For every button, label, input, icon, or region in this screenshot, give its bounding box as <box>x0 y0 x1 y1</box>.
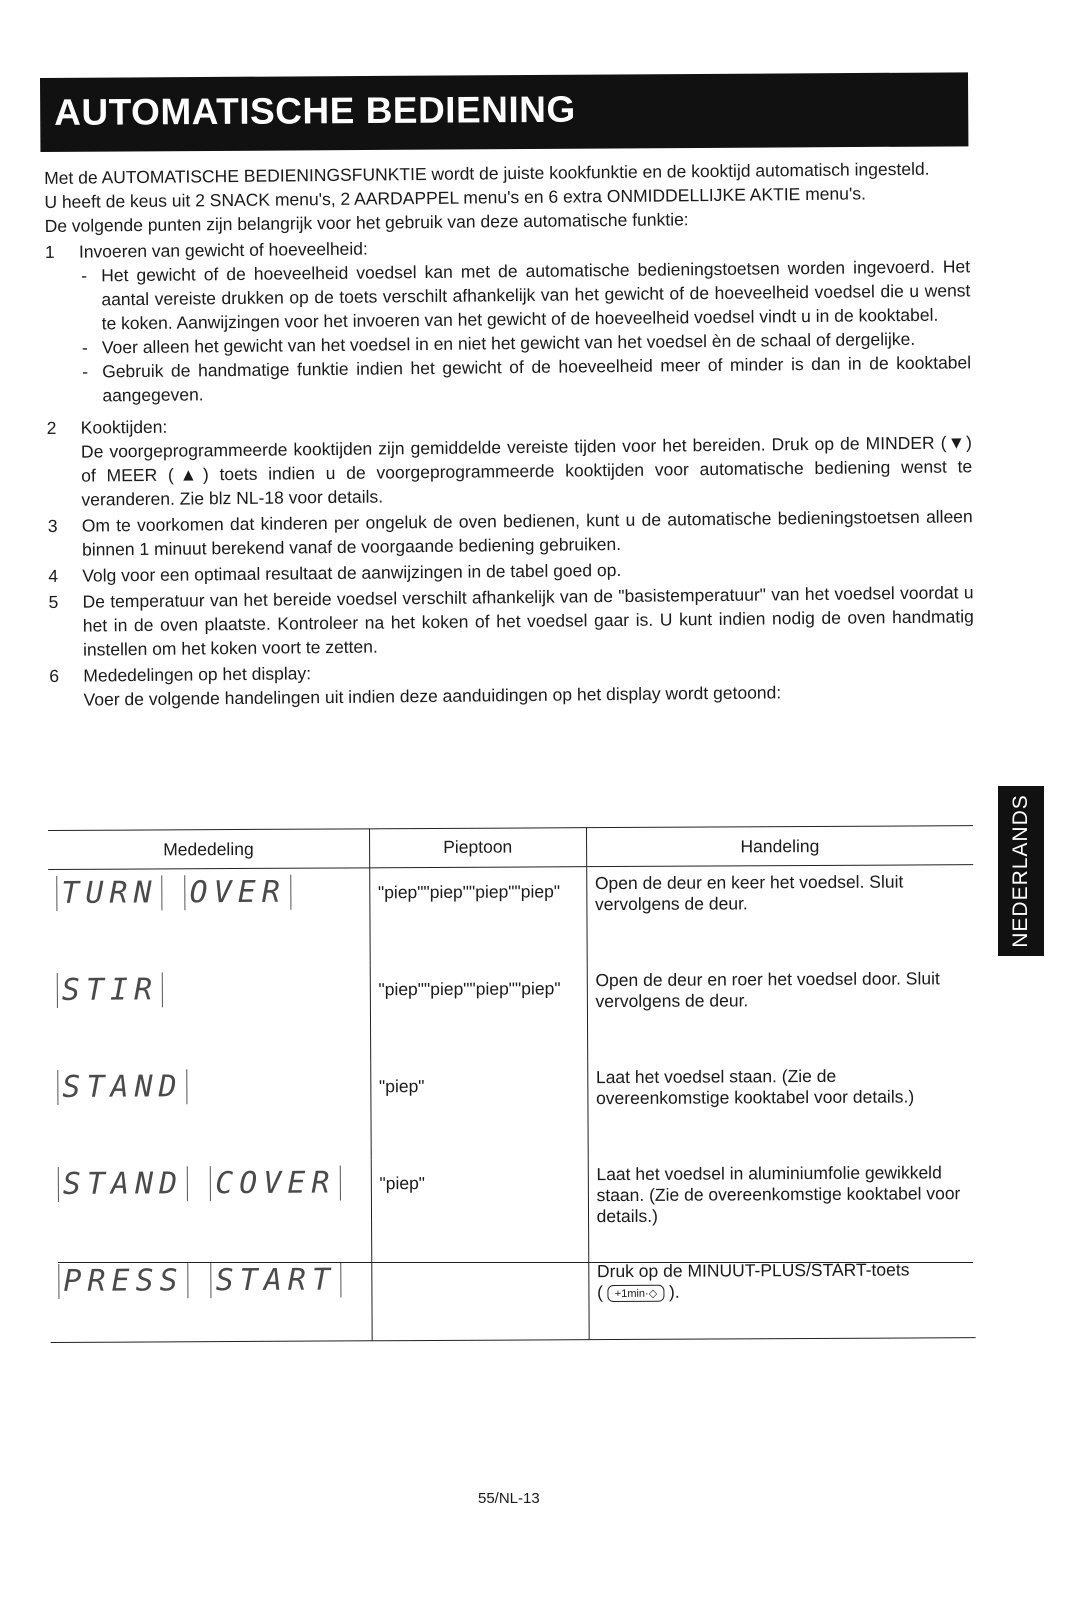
column-header: Handeling <box>586 826 973 867</box>
action-key-prefix: ( <box>596 1282 603 1303</box>
column-header: Mededeling <box>48 829 369 870</box>
body-text <box>44 156 975 712</box>
title-bar <box>40 72 968 152</box>
side-tab-label: NEDERLANDS <box>1009 794 1032 948</box>
table-row <box>48 865 973 967</box>
list-item <box>48 504 973 562</box>
action-cell <box>588 1253 975 1340</box>
beep-cell: "piep""piep""piep""piep" <box>370 964 588 1062</box>
dash-bullet: - <box>81 265 88 286</box>
action-key-suffix: ). <box>668 1281 680 1302</box>
list-text: Mededelingen op het display: <box>83 663 312 686</box>
intro-paragraph-2: U heeft de keus uit 2 SNACK menu's, 2 AARDAPPEL menu's en 6 extra ONMIDDELLIJKE AKTIE menu's. <box>44 183 866 212</box>
sub-item <box>46 350 971 408</box>
list-text: Kooktijden: <box>80 416 168 438</box>
list-number: 4 <box>48 565 59 586</box>
list-number: 2 <box>46 417 57 438</box>
list-text: Invoeren van gewicht of hoeveelheid: <box>78 238 368 262</box>
lcd-segment: TURN <box>56 875 162 911</box>
action-cell: Open de deur en roer het voedsel door. Sluit vervolgens de deur. <box>595 968 940 1012</box>
column-header: Pieptoon <box>369 828 586 868</box>
action-cell: Open de deur en keer het voedsel. Sluit vervolgens de deur. <box>594 871 904 915</box>
language-side-tab <box>998 786 1044 956</box>
list-body: Voer de volgende handelingen uit indien deze aanduidingen op het display wordt getoond: <box>83 682 782 710</box>
beep-cell: "piep" <box>371 1158 589 1256</box>
page-number: 55/NL-13 <box>478 1490 540 1507</box>
beep-cell: "piep" <box>370 1061 588 1159</box>
lcd-segment: START <box>211 1262 341 1298</box>
lcd-segment: STAND <box>57 1069 187 1105</box>
list-text: De temperatuur van het bereide voedsel verschilt afhankelijk van de "basistemperatuur" van het voedsel voordat u het in de oven plaatste. Kontroleer na het koken of het voedsel gaar is. U kunt indien nodig de oven handmatig instellen om het koken voort te zetten. <box>82 582 974 660</box>
page-title: AUTOMATISCHE BEDIENING <box>54 88 576 133</box>
action-cell: Laat het voedsel in aluminiumfolie gewikkeld staan. (Zie de overeenkomstige kooktabel voor details.) <box>596 1162 961 1227</box>
list-item <box>48 580 974 662</box>
lcd-segment: STIR <box>57 972 163 1008</box>
intro-paragraph-3: De volgende punten zijn belangrijk voor het gebruik van deze automatische funktie: <box>44 209 689 236</box>
action-cell: Laat het voedsel staan. (Zie de overeenkomstige kooktabel voor details.) <box>595 1065 915 1109</box>
sub-item-text: Het gewicht of de hoeveelheid voedsel kan met de automatische bedieningstoetsen worden ingevoerd. Het aantal vereiste drukken op de toets verschilt afhankelijk van het gewicht of de hoeveelheid voedsel die u wenst te koken. Aanwijzingen voor het invoeren van het gewicht of de hoeveelheid voedsel vindt u in de kooktabel. <box>101 256 971 334</box>
sub-item-text: Voer alleen het gewicht van het voedsel in en niet het gewicht van het voedsel èn de schaal of dergelijke. <box>101 328 916 358</box>
list-number: 1 <box>44 241 55 262</box>
beep-cell: "piep""piep""piep""piep" <box>369 867 587 966</box>
dash-bullet: - <box>81 337 88 358</box>
action-text: Druk op de MINUUT-PLUS/START-toets <box>596 1259 910 1282</box>
display-message <box>50 1159 372 1258</box>
table-row <box>50 1156 975 1258</box>
sub-item-text: Gebruik de handmatige funktie indien het gewicht of de hoeveelheid meer of minder is dan in de kooktabel aangegeven. <box>102 352 972 406</box>
lcd-segment: PRESS <box>58 1263 188 1299</box>
display-message <box>50 1256 372 1342</box>
sub-item <box>45 254 971 336</box>
list-text: Volg voor een optimaal resultaat de aanwijzingen in de tabel goed op. <box>82 559 622 586</box>
table-row <box>50 1253 975 1342</box>
list-number: 6 <box>49 665 60 686</box>
beep-cell <box>371 1255 588 1341</box>
table-row <box>49 962 974 1064</box>
table-header-row <box>48 826 973 870</box>
display-messages-table <box>48 825 976 1343</box>
table-row <box>49 1059 974 1161</box>
lcd-segment: OVER <box>184 875 290 911</box>
lcd-segment: COVER <box>210 1165 340 1201</box>
list-body: De voorgeprogrammeerde kooktijden zijn gemiddelde vereiste tijden voor het bereiden. Druk op de MINDER (▼) of MEER (▲) toets indien u de voorgeprogrammeerde kooktijden voor automatische bediening wenst te veranderen. Zie blz NL-18 voor details. <box>80 432 973 510</box>
minute-plus-start-key-icon: +1min·◇ <box>608 1285 664 1302</box>
list-number: 3 <box>47 515 58 536</box>
display-message <box>49 1062 371 1161</box>
list-number: 5 <box>48 591 59 612</box>
display-message <box>48 868 370 967</box>
display-message <box>49 965 371 1064</box>
intro-paragraph-1: Met de AUTOMATISCHE BEDIENINGSFUNKTIE wordt de juiste kookfunktie en de kooktijd automatisch ingesteld. <box>44 158 930 188</box>
dash-bullet: - <box>82 361 89 382</box>
lcd-segment: STAND <box>58 1166 188 1202</box>
bottom-divider <box>58 1262 973 1263</box>
list-text: Om te voorkomen dat kinderen per ongeluk de oven bedienen, kunt u de automatische bedieningstoetsen alleen binnen 1 minuut berekend vanaf de voorgaande bediening gebruiken. <box>81 506 973 560</box>
